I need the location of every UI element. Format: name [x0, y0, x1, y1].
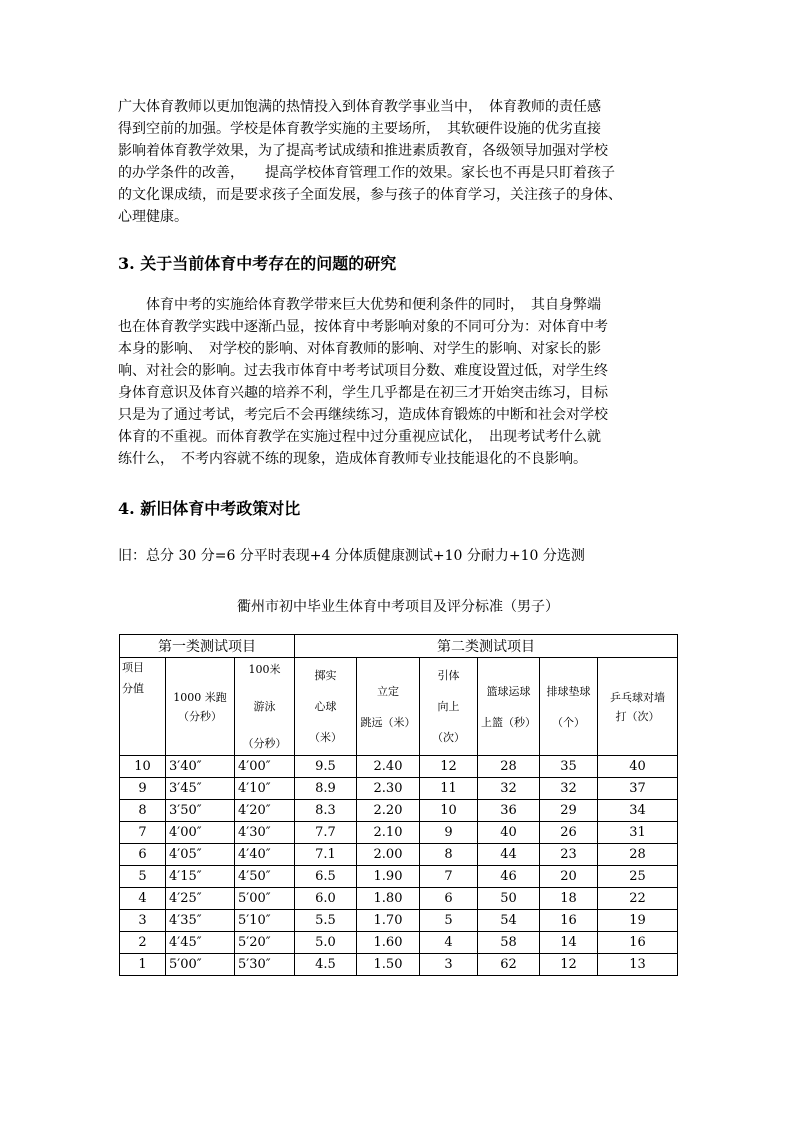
- volleyball-cell: 18: [540, 888, 598, 910]
- medicine-ball-cell: 7.1: [295, 844, 357, 866]
- table-body: [120, 756, 678, 976]
- table-tennis-cell: 19: [598, 910, 678, 932]
- score-cell: 9: [120, 778, 166, 800]
- column-header-standing-long-jump: 立定 跳远（米）: [357, 658, 420, 756]
- basketball-cell: 36: [478, 800, 540, 822]
- paragraph-line: 也在体育教学实践中逐渐凸显，按体育中考影响对象的不同可分为：对体育中考: [118, 319, 608, 335]
- basketball-cell: 58: [478, 932, 540, 954]
- basketball-cell: 32: [478, 778, 540, 800]
- table-tennis-cell: 13: [598, 954, 678, 976]
- run-1000m-cell: 4′00″: [166, 822, 235, 844]
- scoring-table: [119, 634, 678, 976]
- long-jump-cell: 1.90: [357, 866, 420, 888]
- table-row: [120, 800, 678, 822]
- pull-up-cell: 4: [420, 932, 478, 954]
- column-header-score: 项目 分值: [120, 658, 166, 756]
- swim-100m-cell: 4′00″: [235, 756, 295, 778]
- run-1000m-cell: 4′45″: [166, 932, 235, 954]
- long-jump-cell: 2.30: [357, 778, 420, 800]
- basketball-cell: 28: [478, 756, 540, 778]
- table-row: [120, 778, 678, 800]
- swim-100m-cell: 4′10″: [235, 778, 295, 800]
- basketball-cell: 54: [478, 910, 540, 932]
- section-heading-4: 4. 新旧体育中考政策对比: [118, 499, 301, 518]
- run-1000m-cell: 5′00″: [166, 954, 235, 976]
- long-jump-cell: 1.50: [357, 954, 420, 976]
- swim-100m-cell: 5′20″: [235, 932, 295, 954]
- paragraph-line: 心理健康。: [118, 209, 188, 225]
- volleyball-cell: 20: [540, 866, 598, 888]
- score-cell: 4: [120, 888, 166, 910]
- table-row: [120, 888, 678, 910]
- pull-up-cell: 12: [420, 756, 478, 778]
- basketball-cell: 62: [478, 954, 540, 976]
- pull-up-cell: 5: [420, 910, 478, 932]
- old-policy-formula: 旧：总分 30 分=6 分平时表现+4 分体质健康测试+10 分耐力+10 分选测: [118, 548, 585, 564]
- volleyball-cell: 23: [540, 844, 598, 866]
- table-row: [120, 822, 678, 844]
- run-1000m-cell: 4′05″: [166, 844, 235, 866]
- column-header-volleyball: 排球垫球 （个）: [540, 658, 598, 756]
- group-header-second: 第二类测试项目: [295, 635, 678, 658]
- run-1000m-cell: 3′50″: [166, 800, 235, 822]
- column-header-basketball: 篮球运球 上篮（秒）: [478, 658, 540, 756]
- long-jump-cell: 2.40: [357, 756, 420, 778]
- score-cell: 8: [120, 800, 166, 822]
- pull-up-cell: 11: [420, 778, 478, 800]
- column-header-100m-swim: 100米 游泳 （分秒）: [235, 658, 295, 756]
- pull-up-cell: 6: [420, 888, 478, 910]
- long-jump-cell: 2.20: [357, 800, 420, 822]
- table-tennis-cell: 25: [598, 866, 678, 888]
- paragraph-line: 只是为了通过考试，考完后不会再继续练习，造成体育锻炼的中断和社会对学校: [118, 407, 608, 423]
- swim-100m-cell: 5′00″: [235, 888, 295, 910]
- table-row: [120, 866, 678, 888]
- table-caption: 衢州市初中毕业生体育中考项目及评分标准（男子）: [237, 599, 559, 615]
- long-jump-cell: 1.80: [357, 888, 420, 910]
- column-header-medicine-ball: 掷实 心球 （米）: [295, 658, 357, 756]
- group-header-first: 第一类测试项目: [120, 635, 295, 658]
- paragraph-line: 响、对社会的影响。过去我市体育中考考试项目分数、难度设置过低，对学生终: [118, 363, 608, 379]
- paragraph-line: 体育的不重视。而体育教学在实施过程中过分重视应试化， 出现考试考什么就: [118, 429, 601, 445]
- paragraph-section-3: [118, 294, 678, 470]
- volleyball-cell: 14: [540, 932, 598, 954]
- table-tennis-cell: 34: [598, 800, 678, 822]
- swim-100m-cell: 5′10″: [235, 910, 295, 932]
- paragraph-line: 影响着体育教学效果，为了提高考试成绩和推进素质教育，各级领导加强对学校: [118, 143, 608, 159]
- long-jump-cell: 1.70: [357, 910, 420, 932]
- medicine-ball-cell: 7.7: [295, 822, 357, 844]
- paragraph-line: 本身的影响、 对学校的影响、对体育教师的影响、对学生的影响、对家长的影: [118, 341, 601, 357]
- score-cell: 6: [120, 844, 166, 866]
- run-1000m-cell: 3′45″: [166, 778, 235, 800]
- table-row: [120, 932, 678, 954]
- column-header-1000m-run: 1000 米跑 （分秒）: [166, 658, 235, 756]
- score-cell: 5: [120, 866, 166, 888]
- medicine-ball-cell: 6.0: [295, 888, 357, 910]
- volleyball-cell: 35: [540, 756, 598, 778]
- column-header-pull-up: 引体 向上 （次）: [420, 658, 478, 756]
- table-tennis-cell: 40: [598, 756, 678, 778]
- run-1000m-cell: 4′15″: [166, 866, 235, 888]
- score-cell: 1: [120, 954, 166, 976]
- long-jump-cell: 2.00: [357, 844, 420, 866]
- table-tennis-cell: 31: [598, 822, 678, 844]
- score-cell: 2: [120, 932, 166, 954]
- column-header-table-tennis: 乒乓球对墙 打（次）: [598, 658, 678, 756]
- paragraph-line: 广大体育教师以更加饱满的热情投入到体育教学事业当中， 体育教师的责任感: [118, 99, 601, 115]
- pull-up-cell: 3: [420, 954, 478, 976]
- table-row: [120, 844, 678, 866]
- paragraph-line: 体育中考的实施给体育教学带来巨大优势和便利条件的同时， 其自身弊端: [118, 297, 601, 313]
- pull-up-cell: 7: [420, 866, 478, 888]
- paragraph-line: 得到空前的加强。学校是体育教学实施的主要场所， 其软硬件设施的优劣直接: [118, 121, 601, 137]
- medicine-ball-cell: 8.3: [295, 800, 357, 822]
- basketball-cell: 50: [478, 888, 540, 910]
- swim-100m-cell: 4′30″: [235, 822, 295, 844]
- medicine-ball-cell: 5.0: [295, 932, 357, 954]
- paragraph-line: 的办学条件的改善， 提高学校体育管理工作的效果。家长也不再是只盯着孩子: [118, 165, 615, 181]
- long-jump-cell: 1.60: [357, 932, 420, 954]
- basketball-cell: 40: [478, 822, 540, 844]
- paragraph-top: [118, 96, 678, 228]
- run-1000m-cell: 4′35″: [166, 910, 235, 932]
- table-tennis-cell: 37: [598, 778, 678, 800]
- score-cell: 3: [120, 910, 166, 932]
- basketball-cell: 44: [478, 844, 540, 866]
- paragraph-line: 身体育意识及体育兴趣的培养不利，学生几乎都是在初三才开始突击练习，目标: [118, 385, 608, 401]
- swim-100m-cell: 5′30″: [235, 954, 295, 976]
- run-1000m-cell: 4′25″: [166, 888, 235, 910]
- swim-100m-cell: 4′50″: [235, 866, 295, 888]
- run-1000m-cell: 3′40″: [166, 756, 235, 778]
- medicine-ball-cell: 5.5: [295, 910, 357, 932]
- volleyball-cell: 16: [540, 910, 598, 932]
- medicine-ball-cell: 9.5: [295, 756, 357, 778]
- volleyball-cell: 32: [540, 778, 598, 800]
- table-row: [120, 954, 678, 976]
- table-row: [120, 756, 678, 778]
- volleyball-cell: 12: [540, 954, 598, 976]
- volleyball-cell: 29: [540, 800, 598, 822]
- paragraph-line: 练什么， 不考内容就不练的现象，造成体育教师专业技能退化的不良影响。: [118, 451, 587, 467]
- table-row: [120, 910, 678, 932]
- pull-up-cell: 8: [420, 844, 478, 866]
- medicine-ball-cell: 4.5: [295, 954, 357, 976]
- pull-up-cell: 9: [420, 822, 478, 844]
- medicine-ball-cell: 8.9: [295, 778, 357, 800]
- long-jump-cell: 2.10: [357, 822, 420, 844]
- table-tennis-cell: 16: [598, 932, 678, 954]
- score-cell: 10: [120, 756, 166, 778]
- medicine-ball-cell: 6.5: [295, 866, 357, 888]
- table-tennis-cell: 28: [598, 844, 678, 866]
- score-cell: 7: [120, 822, 166, 844]
- volleyball-cell: 26: [540, 822, 598, 844]
- paragraph-line: 的文化课成绩，而是要求孩子全面发展，参与孩子的体育学习，关注孩子的身体、: [118, 187, 622, 203]
- swim-100m-cell: 4′40″: [235, 844, 295, 866]
- pull-up-cell: 10: [420, 800, 478, 822]
- table-group-header-row: [120, 635, 678, 658]
- table-column-header-row: [120, 658, 678, 756]
- table-tennis-cell: 22: [598, 888, 678, 910]
- basketball-cell: 46: [478, 866, 540, 888]
- swim-100m-cell: 4′20″: [235, 800, 295, 822]
- section-heading-3: 3. 关于当前体育中考存在的问题的研究: [118, 254, 397, 273]
